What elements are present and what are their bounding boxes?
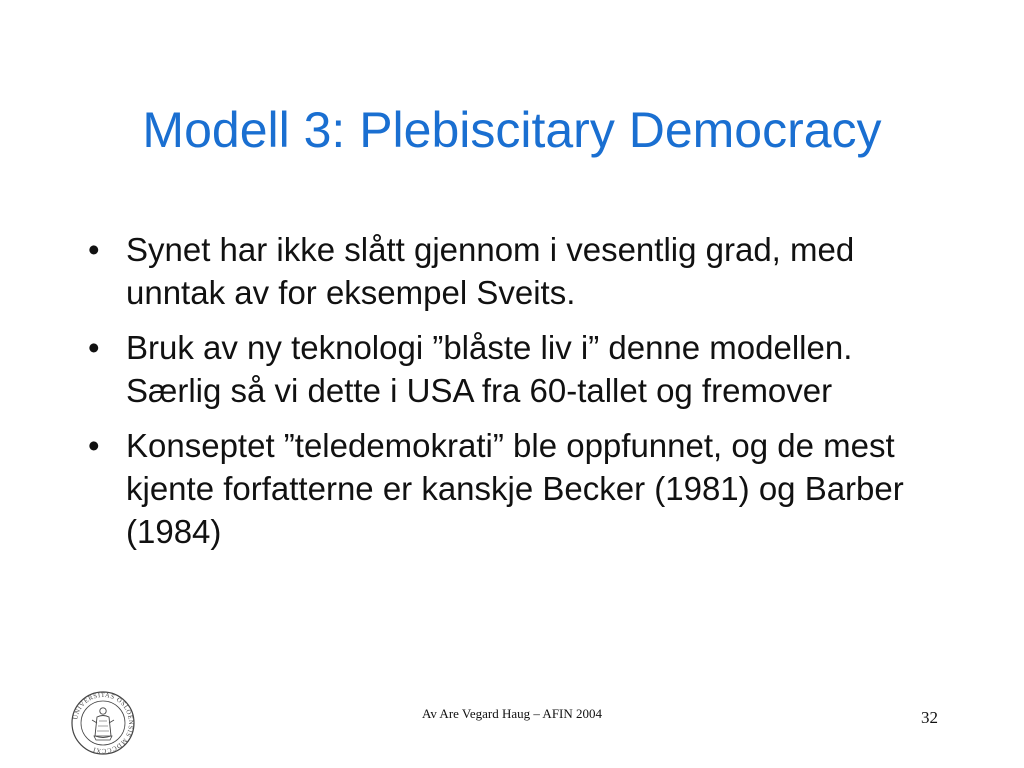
- slide-title: Modell 3: Plebiscitary Democracy: [142, 102, 882, 158]
- bullet-text: Konseptet ”teledemokrati” ble oppfunnet, og de mest kjente forfatterne er kanskje Becker (1981) og Barber (1984): [126, 427, 904, 550]
- bullet-icon: •: [88, 329, 100, 366]
- bullet-icon: •: [88, 427, 100, 464]
- bullet-item: [88, 228, 948, 314]
- bullet-icon: •: [88, 231, 100, 268]
- footer-author: Av Are Vegard Haug – AFIN 2004: [421, 706, 603, 721]
- bullet-list: [88, 228, 948, 565]
- bullet-item: [88, 326, 948, 412]
- university-seal-icon: [70, 690, 136, 756]
- seal-text: UNIVERSITAS OSLOENSIS MDCCCXI: [72, 691, 135, 755]
- bullet-text: Synet har ikke slått gjennom i vesentlig grad, med unntak av for eksempel Sveits.: [126, 231, 855, 311]
- bullet-text: Bruk av ny teknologi ”blåste liv i” denne modellen. Særlig så vi dette i USA fra 60-tallet og fremover: [126, 329, 853, 409]
- bullet-item: [88, 424, 948, 553]
- page-number: 32: [921, 708, 938, 727]
